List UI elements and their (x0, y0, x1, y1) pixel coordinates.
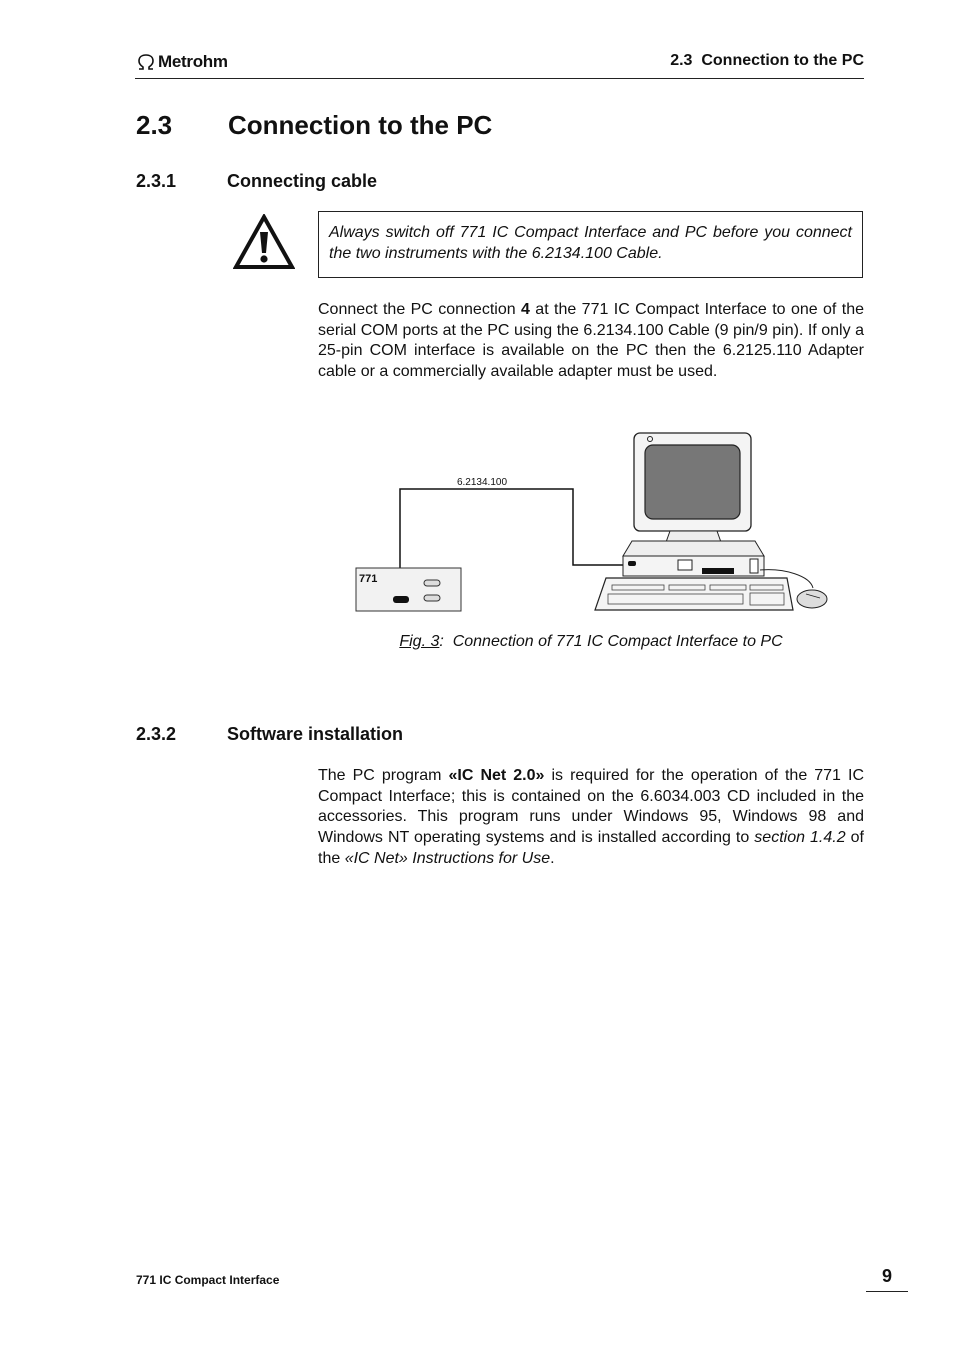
section-title: Connection to the PC (228, 110, 493, 140)
section-heading (136, 110, 492, 141)
figure-label: Fig. 3 (399, 633, 440, 650)
para-text: . (550, 849, 555, 867)
section-reference: section 1.4.2 (754, 829, 846, 847)
para-text: Connect the PC connection (318, 301, 522, 318)
para-text: is required for the operation of the 771 IC Compact Interface; this is contained on the 6.6034.003 CD included in the accessories. This program runs under Windows 95, Windows 98 and Windows NT operating systems and is installed according to (318, 767, 865, 847)
para-text: at the 771 IC Compact Interface to one of the serial COM ports at the PC using the 6.2134.100 Cable (9 pin/9 pin). If only a 25-pin COM interface is available on the PC then the 6.2125.110 Adapter cable or a commercially available adapter must be used. (318, 301, 865, 381)
connection-number: 4 (521, 301, 530, 318)
program-name: «IC Net 2.0» (448, 767, 545, 784)
header-divider (135, 78, 864, 79)
connection-diagram (340, 428, 840, 618)
page-number: 9 (881, 1266, 892, 1286)
paragraph-software (318, 766, 864, 870)
subsection-heading-software (136, 724, 403, 745)
brand-logo (136, 52, 228, 72)
figure-caption-text: : Connection of 771 IC Compact Interface to PC (439, 633, 783, 650)
warning-triangle-icon (233, 214, 295, 270)
omega-logo-icon (136, 53, 156, 71)
monitor (634, 433, 751, 545)
section-number: 2.3 (136, 110, 173, 140)
header-section-title: 2.3 Connection to the PC (670, 52, 864, 69)
pc-unit (623, 541, 764, 576)
footer-divider (866, 1291, 908, 1292)
figure-caption (318, 633, 864, 651)
subsection-title: Software installation (227, 724, 404, 744)
warning-box: Always switch off 771 IC Compact Interface and PC before you connect the two instruments with the 6.2134.100 Cable. (318, 211, 863, 278)
para-text: of the (318, 829, 865, 867)
device-label: 771 (359, 573, 378, 585)
brand-name: Metrohm (158, 52, 228, 71)
device-771 (356, 568, 461, 611)
subsection-number: 2.3.2 (136, 724, 177, 744)
para-text: The PC program (318, 767, 449, 784)
subsection-number: 2.3.1 (136, 171, 177, 191)
manual-reference: «IC Net» Instructions for Use (344, 849, 551, 867)
keyboard (595, 578, 793, 610)
subsection-heading-cable (136, 171, 377, 192)
footer-product: 771 IC Compact Interface (136, 1273, 280, 1287)
subsection-title: Connecting cable (227, 171, 378, 191)
cable-label: 6.2134.100 (456, 477, 508, 488)
paragraph-connection (318, 300, 864, 383)
